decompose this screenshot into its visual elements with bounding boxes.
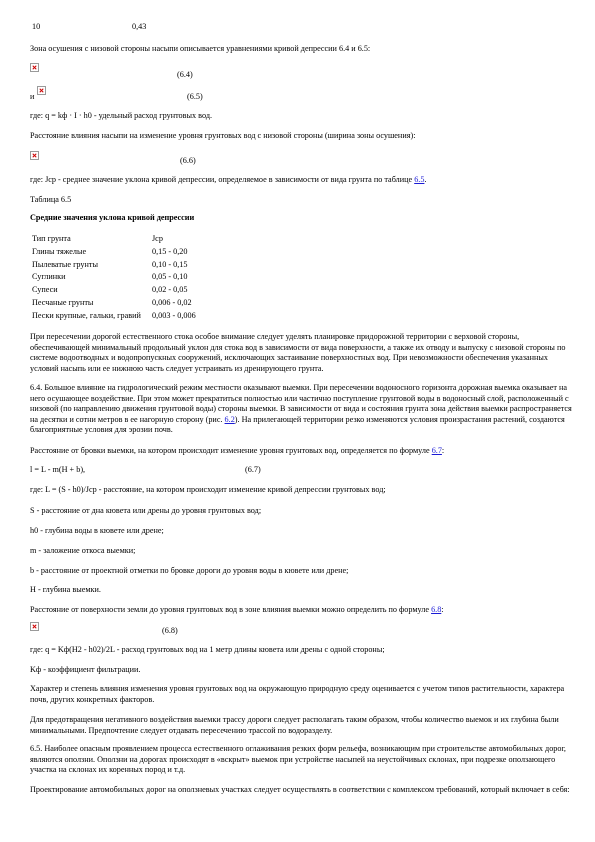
paragraph-impact-assessment: Характер и степень влияния изменения уровня грунтовых вод на окружающую природную среду оценивается с учетом типов растительности, характера почв, других конкретных факторов.	[30, 684, 565, 704]
link-figure-6-2[interactable]: 6.2	[224, 414, 235, 424]
table-cell-soil: Песчаные грунты	[32, 298, 94, 307]
equation-number-6-7: (6.7)	[245, 465, 261, 474]
paragraph-influence-distance: Расстояние влияния насыпи на изменение уровня грунтовых вод с низовой стороны (ширина зоны осушения):	[30, 131, 416, 140]
top-row-value-right: 0,43	[132, 22, 147, 31]
paragraph-kf-definition: Kф - коэффициент фильтрации.	[30, 665, 141, 674]
table-header-soil-type: Тип грунта	[32, 234, 71, 243]
paragraph-jcp-definition: где: Jср - среднее значение уклона кривой депрессии, определяемое в зависимости от вида грунта по таблице 6.5.	[30, 175, 427, 184]
link-formula-6-7[interactable]: 6.7	[431, 446, 442, 455]
table-cell-value: 0,003 - 0,006	[152, 311, 196, 320]
paragraph-zone-drainage: Зона осушения с низовой стороны насыпи описывается уравнениями кривой депрессии 6.4 и 6.5:	[30, 44, 371, 53]
equation-prefix-and: и	[30, 92, 35, 101]
paragraph-formula-6-7-intro: Расстояние от бровки выемки, на котором происходит изменение уровня грунтовых вод, определяется по формуле 6.7:	[30, 446, 445, 455]
broken-image-icon-eq-6-4	[30, 63, 39, 72]
paragraph-formula-6-8-intro: Расстояние от поверхности земли до уровня грунтовых вод в зоне влияния выемки можно определить по формуле 6.8:	[30, 605, 444, 614]
top-row-value-left: 10	[32, 22, 41, 31]
table-cell-soil: Супеси	[32, 285, 58, 294]
paragraph-specific-flow: где: q = kф · I · h0 - удельный расход грунтовых вод.	[30, 111, 213, 120]
paragraph-h-definition: H - глубина выемки.	[30, 585, 101, 594]
table-caption: Таблица 6.5	[30, 195, 72, 204]
equation-number-6-4: (6.4)	[177, 70, 193, 79]
table-cell-value: 0,15 - 0,20	[152, 247, 188, 256]
table-cell-value: 0,006 - 0,02	[152, 298, 192, 307]
table-cell-value: 0,10 - 0,15	[152, 260, 188, 269]
broken-image-icon-eq-6-5	[37, 86, 46, 95]
table-cell-value: 0,02 - 0,05	[152, 285, 188, 294]
equation-number-6-6: (6.6)	[180, 156, 196, 165]
broken-image-icon-eq-6-6	[30, 151, 39, 160]
paragraph-route-placement: Для предотвращения негативного воздействия выемки трассу дороги следует располагать таким образом, чтобы количество выемок и их глубина были минимальными. Предпочтение следует отдавать пересечению трассой по водоразделу.	[30, 715, 559, 735]
table-cell-value: 0,05 - 0,10	[152, 272, 188, 281]
paragraph-m-definition: m - заложение откоса выемки;	[30, 546, 136, 555]
table-cell-soil: Пески крупные, гальки, гравий	[32, 311, 141, 320]
paragraph-landslide-design: Проектирование автомобильных дорог на оползневых участках следует осуществлять в соответствии с комплексом требований, который включает в себя:	[30, 785, 570, 794]
equation-6-7: l = L - m(H + b),	[30, 465, 86, 474]
link-table-6-5[interactable]: 6.5	[414, 175, 425, 184]
table-cell-soil: Глины тяжелые	[32, 247, 87, 256]
table-header-jcp: Jср	[152, 234, 163, 243]
paragraph-h0-definition: h0 - глубина воды в кювете или дрене;	[30, 526, 164, 535]
broken-image-icon-eq-6-8	[30, 622, 39, 631]
link-formula-6-8[interactable]: 6.8	[431, 605, 442, 614]
equation-number-6-8: (6.8)	[162, 626, 178, 635]
paragraph-natural-drainage: При пересечении дорогой естественного стока особое внимание следует уделять планировке придорожной территории с верховой стороны, обеспечивающей минимальный продольный уклон для стока вод в зависимости от вида поверхности, а также их отводу и выпуску с низовой стороны по системе водоотводных и водопропускных сооружений, исключающих застаивание поверхностных вод. При невозможности обеспечения указанных условий насыпь или ее нижнюю часть следует устраивать из дренирующего грунта.	[30, 332, 566, 373]
paragraph-s-definition: S - расстояние от дна кювета или дрены до уровня грунтовых вод;	[30, 506, 262, 515]
paragraph-section-6-4: 6.4. Большое влияние на гидрологический режим местности оказывают выемки. При пересечении водоносного горизонта дорожная выемка оказывает на него осушающее воздействие. При этом может прекратиться полностью или частично поступление грунтовой воды в водоносный слой, расположенный с низовой (по направлению движения грунтовой воды) стороны выемки. В зависимости от вида и состояния грунта зона действия выемки распространяется на десятки и сотни метров в ее нагорную сторону (рис. 6.2). На прилегающей территории резко изменяются условия произрастания растений, создаются благоприятные условия для эрозии почв.	[30, 383, 572, 434]
paragraph-section-6-5: 6.5. Наиболее опасным проявлением процесса естественного оглаживания резких форм рельефа, возникающим при строительстве автомобильных дорог, являются оползни. Оползни на дорогах происходят в «вскрыт» выемок при устройстве насыпей на неустойчивых склонах, при подрезке оползающего участка на склонах их коренных пород и т.д.	[30, 744, 566, 774]
table-cell-soil: Суглинки	[32, 272, 66, 281]
table-cell-soil: Пылеватые грунты	[32, 260, 98, 269]
paragraph-b-definition: b - расстояние от проектной отметки по бровке дороги до уровня воды в кювете или дрене;	[30, 566, 349, 575]
paragraph-q-definition: где: q = Kф(H2 - h02)/2L - расход грунтовых вод на 1 метр длины кювета или дрены с одной стороны;	[30, 645, 385, 654]
table-title: Средние значения уклона кривой депрессии	[30, 213, 195, 222]
equation-number-6-5: (6.5)	[187, 92, 203, 101]
paragraph-l-definition: где: L = (S - h0)/Jср - расстояние, на котором происходит изменение кривой депрессии грунтовых вод;	[30, 485, 386, 494]
